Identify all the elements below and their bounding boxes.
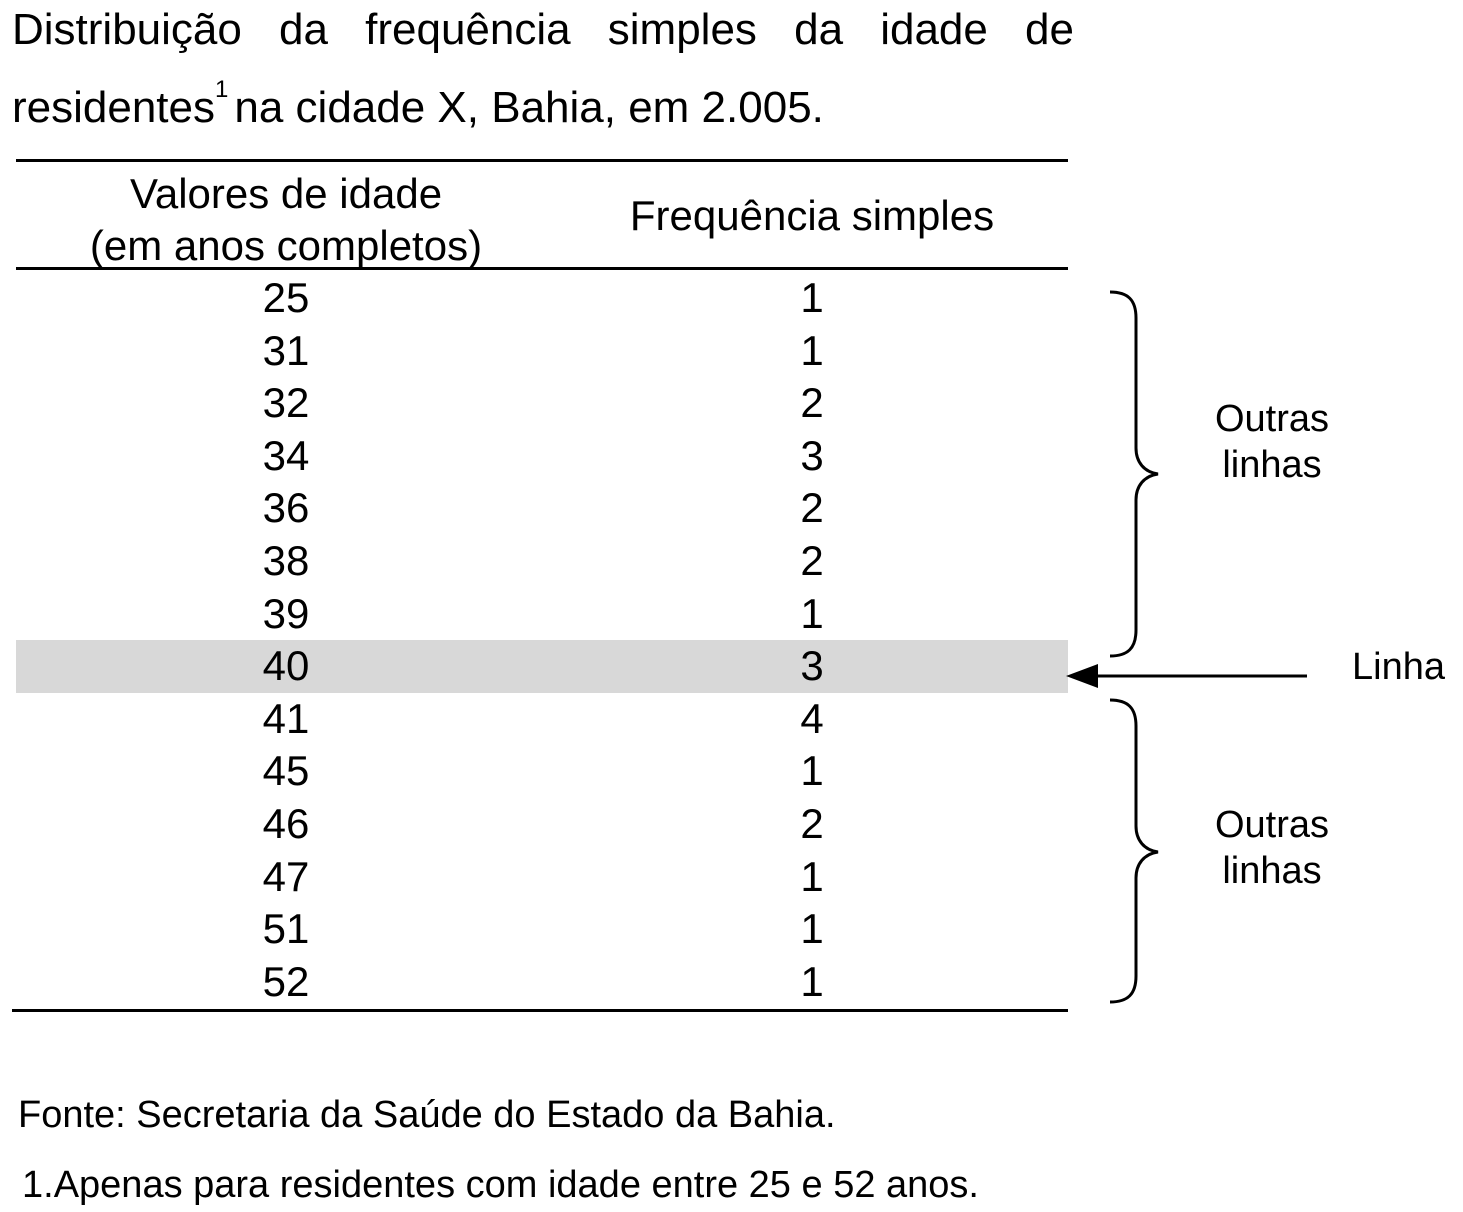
age-cell: 39 <box>262 589 310 637</box>
row-label: Linha <box>1352 646 1445 688</box>
title-word: frequência <box>365 5 571 54</box>
age-cell: 47 <box>262 852 310 900</box>
lower-label-line-1: Outras <box>1214 804 1330 846</box>
frequency-cell: 2 <box>800 484 824 532</box>
title-word: da <box>794 5 844 54</box>
title-word: idade <box>880 5 988 54</box>
title-word: de <box>1025 5 1074 54</box>
frequency-cell: 2 <box>800 536 824 584</box>
header-frequency: Frequência simples <box>629 192 995 239</box>
frequency-cell: 2 <box>800 799 824 847</box>
frequency-cell: 4 <box>800 694 824 742</box>
age-cell: 25 <box>262 274 310 321</box>
header-age-line-2: (em anos completos) <box>89 222 483 269</box>
source-note: Fonte: Secretaria da Saúde do Estado da Bahia. <box>18 1094 836 1136</box>
frequency-cell: 3 <box>800 642 824 690</box>
age-cell: 51 <box>262 905 310 953</box>
title-rest: na cidade X, Bahia, em 2.005. <box>234 83 824 132</box>
frequency-cell: 1 <box>800 589 824 637</box>
lower-other-rows-label <box>1190 802 1354 894</box>
frequency-cell: 1 <box>800 957 824 1005</box>
frequency-cell: 2 <box>800 379 824 427</box>
age-cell: 45 <box>262 747 310 795</box>
upper-brace-icon <box>1110 292 1158 656</box>
age-cell: 36 <box>262 484 310 532</box>
age-cell: 52 <box>262 957 310 1005</box>
title-word: da <box>279 5 328 54</box>
title-residentes: residentes <box>12 83 216 132</box>
age-cell: 41 <box>262 694 310 742</box>
lower-brace-icon <box>1110 700 1158 1002</box>
frequency-cell: 3 <box>800 431 824 479</box>
title-word: Distribuição <box>12 5 242 54</box>
frequency-cell: 1 <box>800 905 824 953</box>
footnote-marker: 1 <box>215 76 229 103</box>
footnote: 1.Apenas para residentes com idade entre 25 e 52 anos. <box>22 1164 979 1206</box>
age-cell: 31 <box>262 326 310 374</box>
header-age-line-1: Valores de idade <box>129 170 443 217</box>
age-cell: 40 <box>262 642 310 690</box>
upper-label-line-2: linhas <box>1222 444 1322 486</box>
arrow-head-icon <box>1066 664 1098 688</box>
age-cell: 38 <box>262 536 310 584</box>
age-cell: 46 <box>262 799 310 847</box>
age-cell: 34 <box>262 431 310 479</box>
frequency-cell: 1 <box>800 274 824 321</box>
frequency-cell: 1 <box>800 852 824 900</box>
upper-label-line-1: Outras <box>1214 398 1330 440</box>
lower-label-line-2: linhas <box>1222 850 1322 892</box>
frequency-cell: 1 <box>800 326 824 374</box>
title-word: simples <box>607 5 757 54</box>
age-cell: 32 <box>262 379 310 427</box>
frequency-cell: 1 <box>800 747 824 795</box>
upper-other-rows-label <box>1190 396 1354 488</box>
